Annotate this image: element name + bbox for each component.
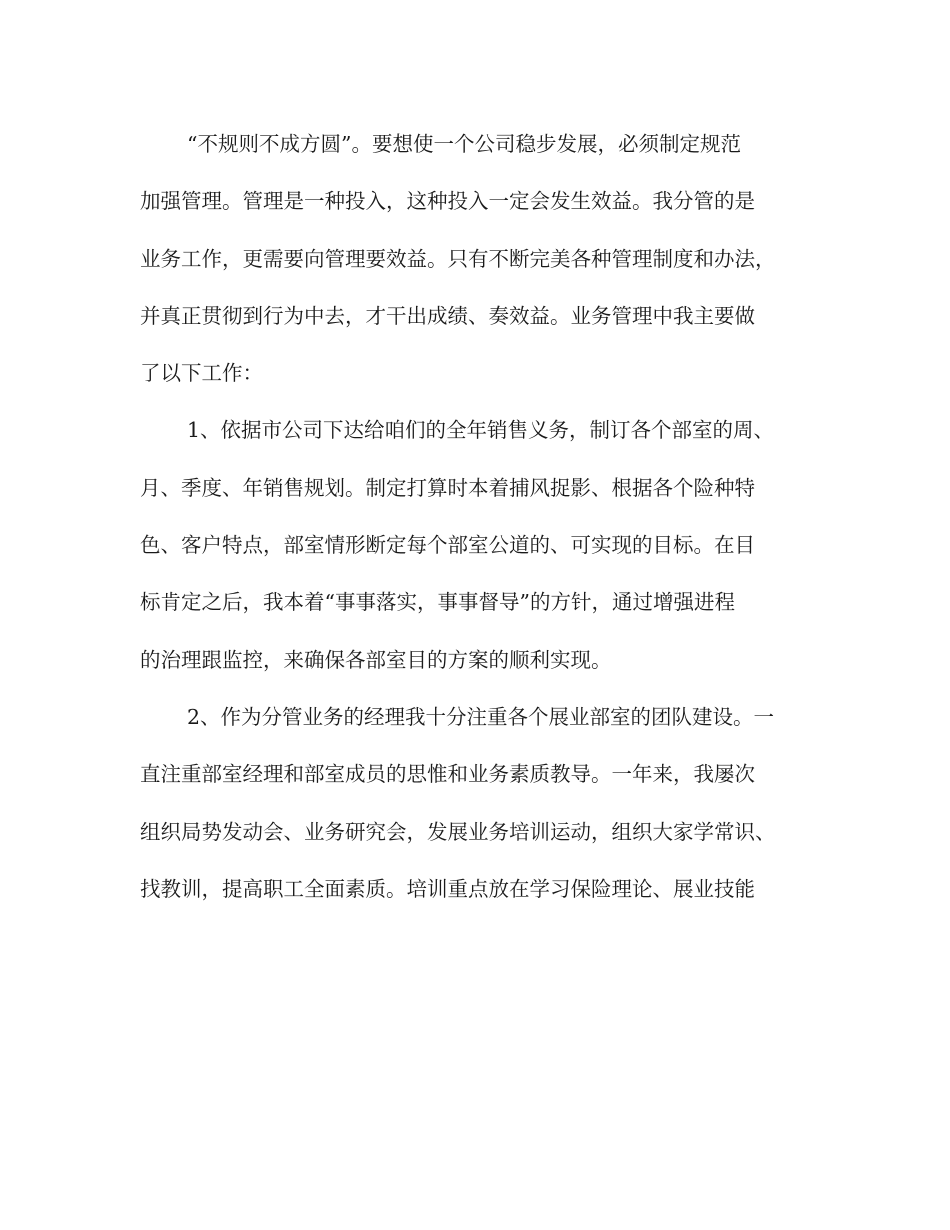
paragraph-3 bbox=[140, 689, 808, 918]
paragraph-line: 标肯定之后，我本着“事事落实，事事督导”的方针，通过增强进程 bbox=[140, 590, 735, 615]
paragraph-line: 色、客户特点，部室情形断定每个部室公道的、可实现的目标。在目 bbox=[140, 533, 755, 558]
paragraph-line: 并真正贯彻到行为中去，才干出成绩、奏效益。业务管理中我主要做 bbox=[140, 303, 755, 328]
paragraph-line: 组织局势发动会、业务研究会，发展业务培训运动，组织大家学常识、 bbox=[140, 819, 776, 844]
paragraph-line: 的治理跟监控，来确保各部室目的方案的顺利实现。 bbox=[140, 647, 612, 672]
paragraph-line: 了以下工作： bbox=[140, 361, 263, 386]
document-body bbox=[140, 116, 808, 918]
paragraph-line: “不规则不成方圆”。要想使一个公司稳步发展，必须制定规范 bbox=[187, 132, 741, 156]
paragraph-line: 业务工作，更需要向管理要效益。只有不断完美各种管理制度和办法， bbox=[140, 246, 776, 271]
paragraph-line: 加强管理。管理是一种投入，这种投入一定会发生效益。我分管的是 bbox=[140, 189, 755, 214]
paragraph-1 bbox=[140, 116, 808, 402]
paragraph-line: 月、季度、年销售规划。制定打算时本着捕风捉影、根据各个险种特 bbox=[140, 475, 755, 500]
paragraph-line: 找教训，提高职工全面素质。培训重点放在学习保险理论、展业技能 bbox=[140, 876, 755, 901]
paragraph-line: 1、依据市公司下达给咱们的全年销售义务，制订各个部室的周、 bbox=[187, 418, 775, 443]
paragraph-line: 直注重部室经理和部室成员的思惟和业务素质教导。一年来，我屡次 bbox=[140, 762, 755, 787]
paragraph-2 bbox=[140, 402, 808, 688]
paragraph-line: 2、作为分管业务的经理我十分注重各个展业部室的团队建设。一 bbox=[187, 704, 775, 729]
